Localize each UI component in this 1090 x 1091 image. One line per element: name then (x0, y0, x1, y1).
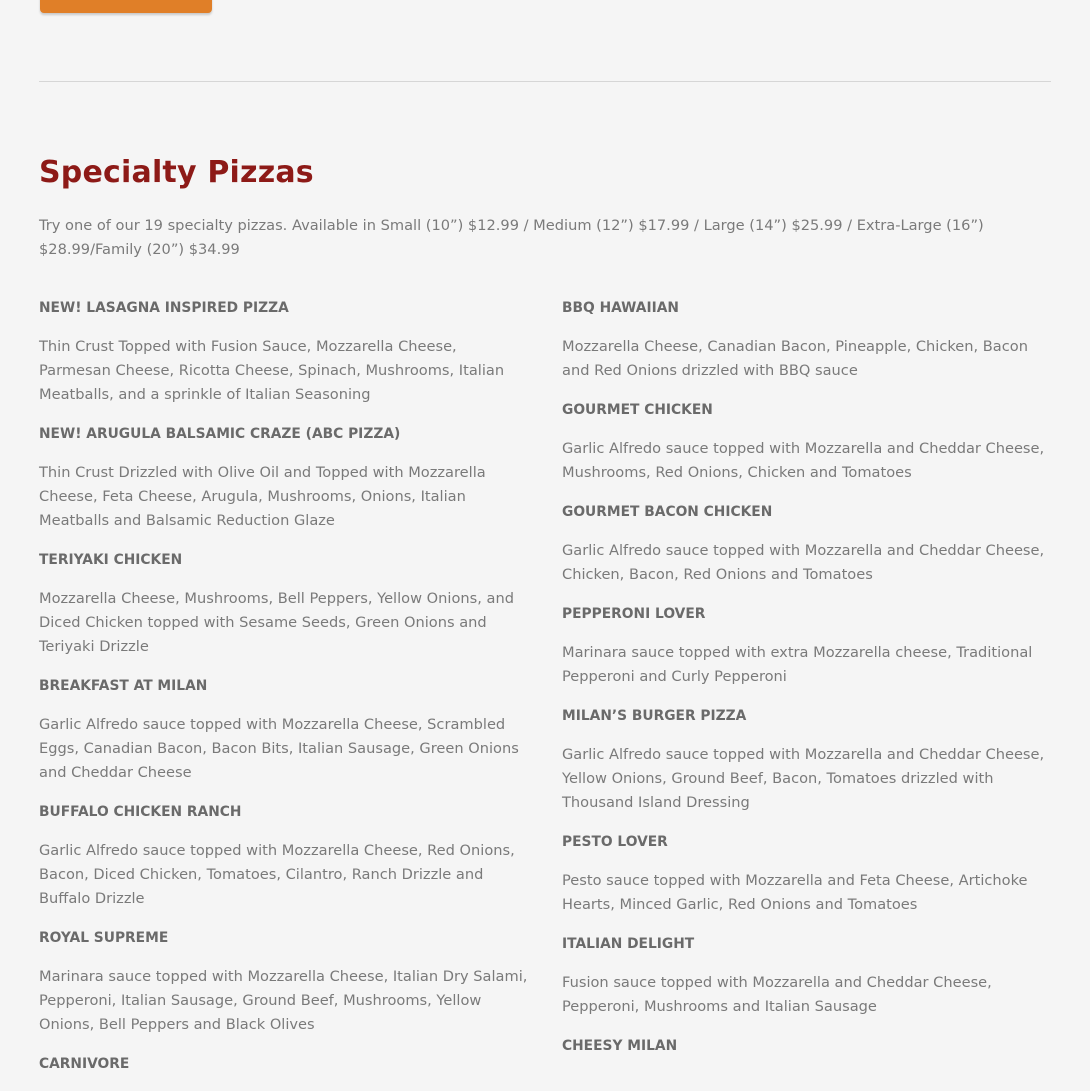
menu-item-name: NEW! ARUGULA BALSAMIC CRAZE (ABC PIZZA) (39, 426, 401, 442)
menu-item (39, 548, 529, 659)
menu-item-description: Marinara sauce topped with extra Mozzarella cheese, Traditional Pepperoni and Curly Pepperoni (562, 644, 1033, 685)
menu-item (39, 296, 529, 407)
menu-item-description: Thin Crust Topped with Fusion Sauce, Mozzarella Cheese, Parmesan Cheese, Ricotta Cheese, Spinach, Mushrooms, Italian Meatballs, and a sprinkle of Italian Seasoning (39, 338, 505, 403)
menu-item-name: PESTO LOVER (562, 834, 668, 850)
menu-item (39, 926, 529, 1037)
order-button[interactable] (40, 0, 212, 13)
menu-item-name: PEPPERONI LOVER (562, 606, 706, 622)
menu-column-left (39, 296, 529, 1091)
menu-item (562, 500, 1057, 587)
menu-item-name: GOURMET CHICKEN (562, 402, 713, 418)
menu-item (562, 704, 1057, 815)
menu-item-name: BBQ HAWAIIAN (562, 300, 679, 316)
menu-column-right (562, 296, 1057, 1073)
menu-item (39, 1052, 529, 1076)
menu-item-name: CARNIVORE (39, 1056, 130, 1072)
menu-item-description: Pesto sauce topped with Mozzarella and Feta Cheese, Artichoke Hearts, Minced Garlic, Red Onions and Tomatoes (562, 872, 1028, 913)
menu-item-description: Thin Crust Drizzled with Olive Oil and Topped with Mozzarella Cheese, Feta Cheese, Arugula, Mushrooms, Onions, Italian Meatballs and Balsamic Reduction Glaze (39, 464, 486, 529)
menu-item (562, 296, 1057, 383)
menu-item (562, 932, 1057, 1019)
page-title: Specialty Pizzas (39, 155, 314, 190)
menu-item (39, 800, 529, 911)
menu-item-description: Garlic Alfredo sauce topped with Mozzarella and Cheddar Cheese, Yellow Onions, Ground Beef, Bacon, Tomatoes drizzled with Thousand Island Dressing (562, 746, 1045, 811)
menu-item (562, 830, 1057, 917)
menu-item-name: ROYAL SUPREME (39, 930, 169, 946)
menu-item-name: CHEESY MILAN (562, 1038, 678, 1054)
menu-item (562, 602, 1057, 689)
menu-item-description: Garlic Alfredo sauce topped with Mozzarella Cheese, Scrambled Eggs, Canadian Bacon, Bacon Bits, Italian Sausage, Green Onions and Cheddar Cheese (39, 716, 519, 781)
section-divider (39, 81, 1051, 82)
pricing-intro: Try one of our 19 specialty pizzas. Available in Small (10”) $12.99 / Medium (12”) $17.99 / Large (14”) $25.99 / Extra-Large (16”) $28.99/Family (20”) $34.99 (39, 217, 984, 258)
menu-item-name: BUFFALO CHICKEN RANCH (39, 804, 242, 820)
menu-item-name: GOURMET BACON CHICKEN (562, 504, 773, 520)
menu-item-description: Mozzarella Cheese, Canadian Bacon, Pineapple, Chicken, Bacon and Red Onions drizzled with BBQ sauce (562, 338, 1028, 379)
menu-item (39, 422, 529, 533)
menu-item-description: Mozzarella Cheese, Mushrooms, Bell Peppers, Yellow Onions, and Diced Chicken topped with Sesame Seeds, Green Onions and Teriyaki Drizzle (39, 590, 514, 655)
menu-item-description: Fusion sauce topped with Mozzarella and Cheddar Cheese, Pepperoni, Mushrooms and Italian Sausage (562, 974, 992, 1015)
menu-item-name: ITALIAN DELIGHT (562, 936, 695, 952)
menu-item (39, 674, 529, 785)
menu-item-name: BREAKFAST AT MILAN (39, 678, 208, 694)
menu-item-description: Garlic Alfredo sauce topped with Mozzarella and Cheddar Cheese, Chicken, Bacon, Red Onions and Tomatoes (562, 542, 1045, 583)
menu-item (562, 398, 1057, 485)
menu-item-name: TERIYAKI CHICKEN (39, 552, 183, 568)
menu-item-description: Garlic Alfredo sauce topped with Mozzarella Cheese, Red Onions, Bacon, Diced Chicken, Tomatoes, Cilantro, Ranch Drizzle and Buffalo Drizzle (39, 842, 515, 907)
menu-item-description: Marinara sauce topped with Mozzarella Cheese, Italian Dry Salami, Pepperoni, Italian Sausage, Ground Beef, Mushrooms, Yellow Onions, Bell Peppers and Black Olives (39, 968, 528, 1033)
menu-item-name: MILAN’S BURGER PIZZA (562, 708, 747, 724)
menu-item-name: NEW! LASAGNA INSPIRED PIZZA (39, 300, 289, 316)
menu-item (562, 1034, 1057, 1058)
menu-item-description: Garlic Alfredo sauce topped with Mozzarella and Cheddar Cheese, Mushrooms, Red Onions, Chicken and Tomatoes (562, 440, 1045, 481)
